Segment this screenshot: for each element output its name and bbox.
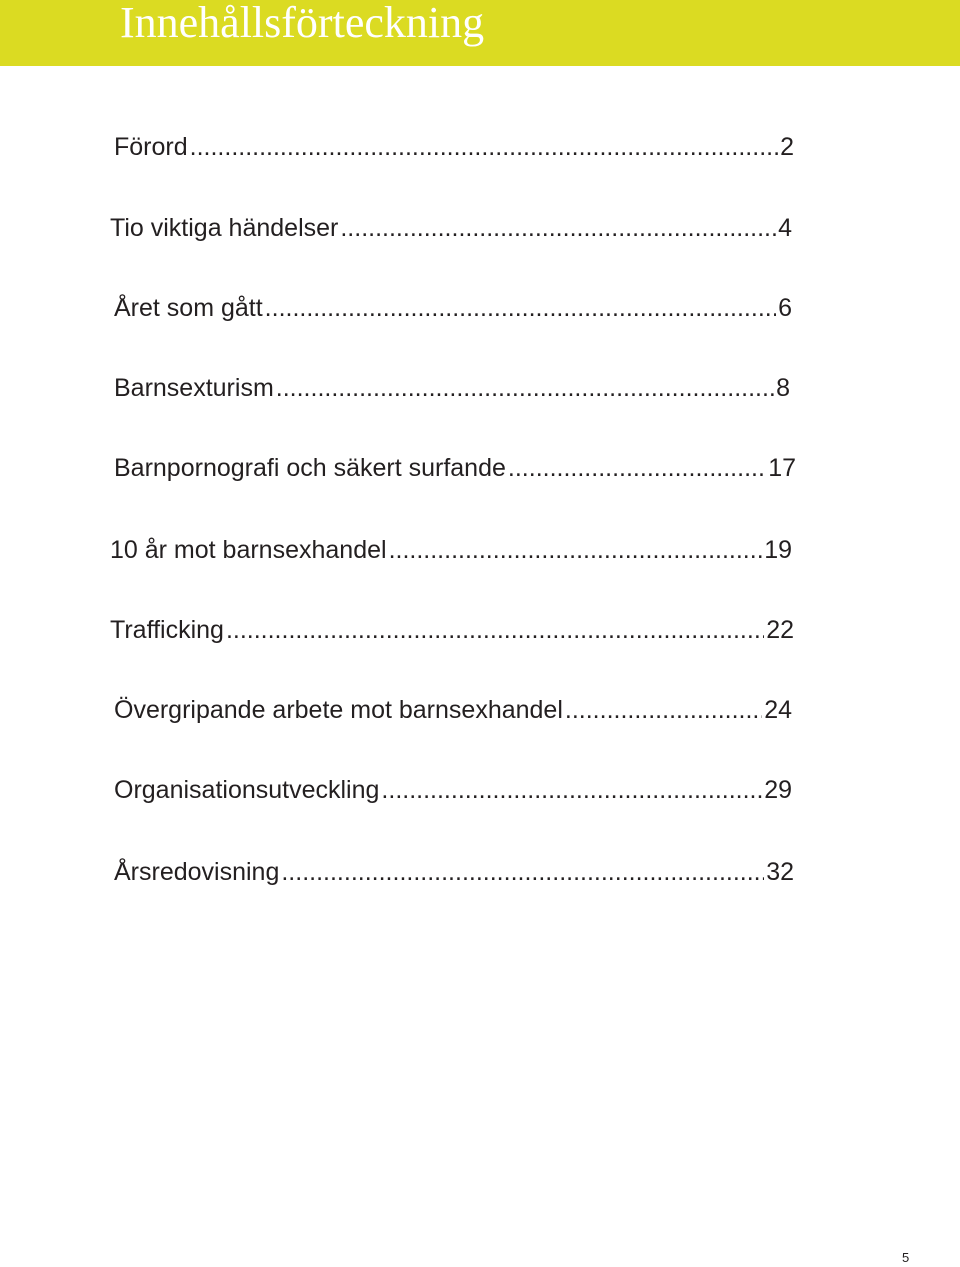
toc-entry-title: Tio viktiga händelser — [110, 214, 339, 242]
toc-dot-leader — [389, 535, 763, 565]
toc-dot-leader — [565, 695, 762, 725]
toc-entry-title: Organisationsutveckling — [114, 776, 380, 804]
toc-entry-page: 2 — [780, 133, 794, 161]
toc-entry-title: Året som gått — [114, 294, 263, 322]
toc-dot-leader — [265, 293, 776, 323]
toc-entry-title: Årsredovisning — [114, 858, 280, 886]
toc-entry-title: Barnsexturism — [114, 374, 274, 402]
toc-entry-page: 32 — [766, 858, 794, 886]
toc-dot-leader — [190, 132, 778, 162]
toc-entry-page: 24 — [764, 696, 792, 724]
toc-entry-page: 29 — [764, 776, 792, 804]
toc-entry-title: Övergripande arbete mot barnsexhandel — [114, 696, 563, 724]
toc-entry-page: 17 — [768, 454, 796, 482]
toc-entry[interactable] — [114, 449, 796, 483]
toc-dot-leader — [381, 775, 762, 805]
toc-entry-title: Förord — [114, 133, 188, 161]
toc-dot-leader — [340, 213, 776, 243]
toc-entry[interactable] — [114, 128, 794, 162]
toc-entry-title: Trafficking — [110, 616, 224, 644]
toc-entry-page: 6 — [778, 294, 792, 322]
page-title: Innehållsförteckning — [120, 0, 485, 47]
toc-dot-leader — [281, 857, 764, 887]
toc-entry[interactable] — [114, 853, 794, 887]
toc-entry[interactable] — [110, 209, 792, 243]
toc-entry[interactable] — [114, 289, 792, 323]
toc-entry[interactable] — [114, 771, 792, 805]
toc-entry-title: 10 år mot barnsexhandel — [110, 536, 387, 564]
toc-dot-leader — [276, 373, 774, 403]
toc-entry[interactable] — [114, 691, 792, 725]
toc-entry[interactable] — [110, 611, 794, 645]
toc-entry[interactable] — [114, 369, 790, 403]
toc-entry-title: Barnpornografi och säkert surfande — [114, 454, 506, 482]
toc-dot-leader — [508, 453, 766, 483]
toc-entry-page: 22 — [766, 616, 794, 644]
toc-dot-leader — [226, 615, 764, 645]
toc-entry[interactable] — [110, 531, 792, 565]
page-number: 5 — [902, 1250, 910, 1265]
toc-entry-page: 4 — [778, 214, 792, 242]
toc-entry-page: 8 — [776, 374, 790, 402]
toc-entry-page: 19 — [764, 536, 792, 564]
